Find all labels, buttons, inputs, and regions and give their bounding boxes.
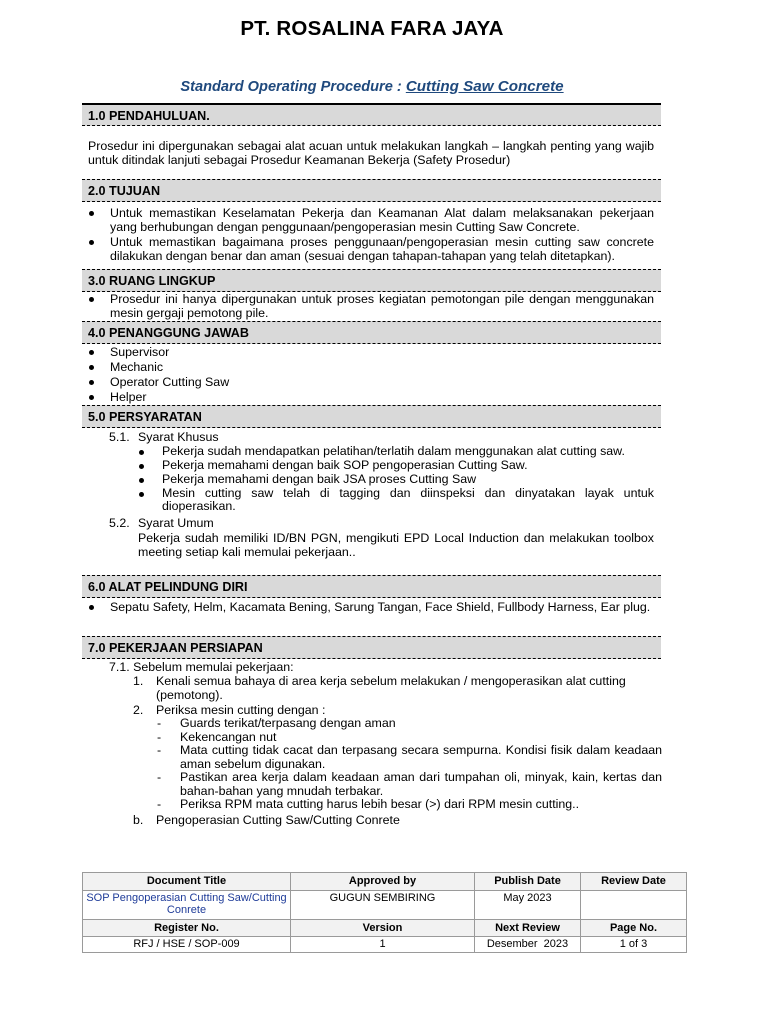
subsection-7-1: 7.1. Sebelum memulai pekerjaan: [109, 660, 294, 674]
list-item: Mechanic [88, 360, 654, 374]
section-heading-tujuan: 2.0 TUJUAN [82, 179, 661, 202]
list-item: 1. Kenali semua bahaya di area kerja sebelum melakukan / mengoperasikan alat cutting (pemotong). [133, 674, 626, 702]
apd-list [88, 600, 654, 615]
table-row [83, 890, 687, 919]
syarat-umum-text: Pekerja sudah memiliki ID/BN PGN, mengikuti EPD Local Induction dan melakukan toolbox meeting setiap kali memulai pekerjaan.. [138, 531, 654, 559]
list-item: Untuk memastikan Keselamatan Pekerja dan Keamanan Alat dalam melaksanakan pekerjaan yang berhubungan dengan penggunaan/pengoperasian mesin Cutting Saw Concrete. [88, 206, 654, 234]
bullet-icon [89, 380, 94, 385]
bullet-icon [89, 605, 94, 610]
section-heading-apd: 6.0 ALAT PELINDUNG DIRI [82, 575, 661, 598]
company-name: PT. ROSALINA FARA JAYA [240, 17, 504, 40]
persiapan-steps [130, 674, 662, 827]
bullet-icon [89, 240, 94, 245]
cell-register-no: RFJ / HSE / SOP-009 [83, 937, 291, 953]
header-register-no: Register No. [83, 919, 291, 937]
list-item: Mesin cutting saw telah di tagging dan diinspeksi dan dinyatakan layak untuk dioperasikan. [138, 487, 654, 513]
table-row [83, 937, 687, 953]
header-page-no: Page No. [581, 919, 687, 937]
list-item: - Periksa RPM mata cutting harus lebih besar (>) dari RPM mesin cutting.. [157, 797, 580, 811]
penanggung-jawab-list [88, 345, 654, 405]
bullet-icon [89, 211, 94, 216]
section-heading-persyaratan: 5.0 PERSYARATAN [82, 405, 661, 428]
list-item: Helper [88, 390, 654, 404]
bullet-icon [139, 478, 144, 483]
dash-icon: - [157, 716, 162, 730]
check-list [156, 717, 662, 812]
dash-icon: - [157, 729, 162, 744]
list-item: b. Pengoperasian Cutting Saw/Cutting Conrete [133, 812, 400, 827]
table-header-row [83, 873, 687, 891]
section-heading-ruang-lingkup: 3.0 RUANG LINGKUP [82, 269, 661, 292]
step-number: 2. [133, 703, 144, 717]
list-item: Prosedur ini hanya dipergunakan untuk proses kegiatan pemotongan pile dengan menggunakan mesin gergaji pemotong pile. [88, 292, 654, 320]
subsection-number-5-1: 5.1. [109, 430, 130, 444]
list-item: - Pastikan area kerja dalam keadaan aman dari tumpahan oli, minyak, kain, kertas dan bahan-bahan yang mnudah terbakar. [157, 770, 662, 798]
cell-approved-by: GUGUN SEMBIRING [291, 890, 475, 919]
header-document-title: Document Title [83, 873, 291, 891]
cell-review-date [581, 890, 687, 919]
header-version: Version [291, 919, 475, 937]
section-heading-penanggung-jawab: 4.0 PENANGGUNG JAWAB [82, 321, 661, 344]
subsection-title-syarat-khusus: Syarat Khusus [138, 430, 219, 444]
list-item: Pekerja sudah mendapatkan pelatihan/terlatih dalam menggunakan alat cutting saw. [138, 445, 654, 458]
bullet-icon [139, 464, 144, 469]
ruang-lingkup-list [88, 292, 654, 321]
cell-next-review: Desember 2023 [475, 937, 581, 953]
dash-icon: - [157, 743, 162, 757]
bullet-icon [89, 395, 94, 400]
header-publish-date: Publish Date [475, 873, 581, 891]
bullet-icon [139, 492, 144, 497]
header-review-date: Review Date [581, 873, 687, 891]
table-header-row [83, 919, 687, 937]
step-letter: b. [133, 812, 144, 827]
bullet-icon [89, 350, 94, 355]
document-info-table [82, 872, 687, 953]
section-heading-pekerjaan-persiapan: 7.0 PEKERJAAN PERSIAPAN [82, 636, 661, 659]
cell-publish-date: May 2023 [475, 890, 581, 919]
dash-icon: - [157, 797, 162, 811]
subtitle-prefix: Standard Operating Procedure : [180, 79, 406, 95]
list-item: 2. Periksa mesin cutting dengan : - Guards terikat/terpasang dengan aman - Kekencangan nut - Mata cutting tidak cacat dan terpasang secara sempurna. Kondisi fisik dalam keadaan aman sebelum digunakan. - Pastikan area kerja dalam keadaan aman dari tumpahan oli, minyak, kain, kertas dan bahan-bahan yang mnudah terbakar. - Periksa RPM mata cutting harus lebih besar (>) dari RPM mesin cutting.. [133, 703, 662, 811]
list-item: Sepatu Safety, Helm, Kacamata Bening, Sarung Tangan, Face Shield, Fullbody Harness, Ear plug. [88, 600, 654, 614]
list-item: Pekerja memahami dengan baik JSA proses Cutting Saw [138, 473, 654, 486]
bullet-icon [89, 365, 94, 370]
subsection-title-syarat-umum: Syarat Umum [138, 516, 214, 530]
bullet-icon [89, 297, 94, 302]
section-text-pendahuluan: Prosedur ini dipergunakan sebagai alat acuan untuk melakukan langkah – langkah penting yang wajib untuk ditindak lanjuti sebagai Prosedur Keamanan Bekerja (Safety Prosedur) [88, 139, 654, 167]
list-item: Untuk memastikan bagaimana proses penggunaan/pengoperasian mesin cutting saw concrete dilakukan dengan benar dan aman (sesuai dengan tahapan-tahapan yang telah ditetapkan). [88, 235, 654, 263]
step-number: 1. [133, 674, 144, 688]
bullet-icon [139, 450, 144, 455]
syarat-khusus-list [138, 445, 654, 514]
subsection-number-5-2: 5.2. [109, 516, 130, 530]
list-item: - Guards terikat/terpasang dengan aman [157, 716, 396, 730]
list-item: Supervisor [88, 345, 654, 359]
cell-page-no: 1 of 3 [581, 937, 687, 953]
list-item: - Kekencangan nut [157, 729, 277, 744]
subtitle-title: Cutting Saw Concrete [405, 78, 564, 95]
header-next-review: Next Review [475, 919, 581, 937]
document-subtitle [0, 78, 744, 95]
tujuan-list [88, 206, 654, 264]
cell-document-title: SOP Pengoperasian Cutting Saw/Cutting Conrete [83, 890, 291, 919]
cell-version: 1 [291, 937, 475, 953]
list-item: - Mata cutting tidak cacat dan terpasang secara sempurna. Kondisi fisik dalam keadaan aman sebelum digunakan. [157, 743, 662, 771]
header-approved-by: Approved by [291, 873, 475, 891]
list-item: Pekerja memahami dengan baik SOP pengoperasian Cutting Saw. [138, 459, 654, 472]
dash-icon: - [157, 770, 162, 784]
list-item: Operator Cutting Saw [88, 375, 654, 389]
section-heading-pendahuluan: 1.0 PENDAHULUAN. [82, 103, 661, 126]
